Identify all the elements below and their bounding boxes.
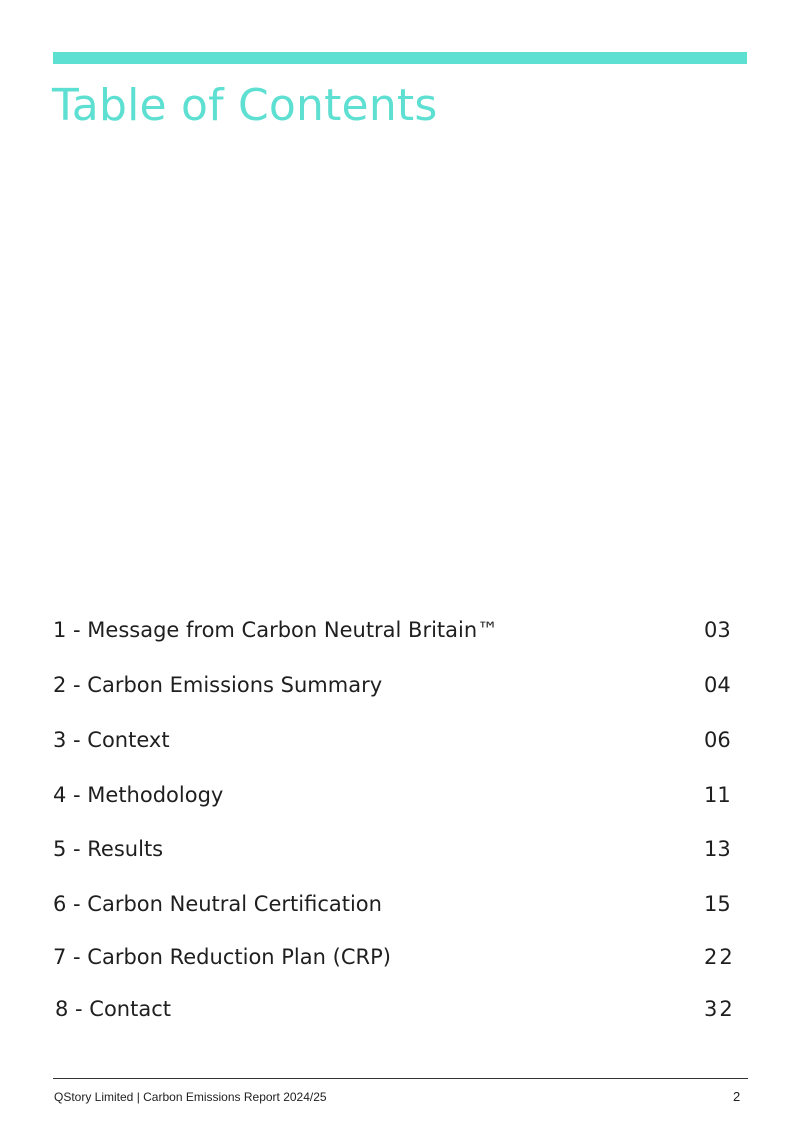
toc-entry-label: 4 - Methodology [53, 783, 224, 807]
toc-entry[interactable] [53, 669, 743, 701]
toc-entry[interactable] [53, 941, 743, 973]
toc-entry-page: 11 [704, 783, 731, 807]
toc-entry-page: 22 [704, 945, 735, 969]
toc-entry[interactable] [53, 779, 743, 811]
toc-entry-page: 06 [704, 728, 731, 752]
toc-entry[interactable] [53, 833, 743, 865]
toc-entry-page: 04 [704, 673, 731, 697]
toc-entry-label: 7 - Carbon Reduction Plan (CRP) [53, 945, 391, 969]
toc-entry-page: 32 [704, 997, 735, 1021]
toc-entry[interactable] [53, 724, 743, 756]
toc-entry-page: 13 [704, 837, 731, 861]
toc-entry[interactable] [53, 614, 743, 646]
toc-entry[interactable] [55, 993, 745, 1025]
page-title: Table of Contents [52, 80, 438, 131]
toc-entry-label: 1 - Message from Carbon Neutral Britain™ [53, 618, 499, 642]
toc-entry-label: 6 - Carbon Neutral Certification [53, 892, 382, 916]
toc-entry-page: 15 [704, 892, 731, 916]
footer-page-number: 2 [733, 1089, 741, 1104]
toc-entry[interactable] [53, 888, 743, 920]
toc-entry-label: 2 - Carbon Emissions Summary [53, 673, 383, 697]
footer-divider [53, 1078, 748, 1079]
toc-entry-label: 3 - Context [53, 728, 170, 752]
footer-text: QStory Limited | Carbon Emissions Report 2024/25 [54, 1090, 327, 1104]
toc-entry-page: 03 [704, 618, 731, 642]
toc-entry-label: 5 - Results [53, 837, 164, 861]
toc-entry-label: 8 - Contact [55, 997, 171, 1021]
